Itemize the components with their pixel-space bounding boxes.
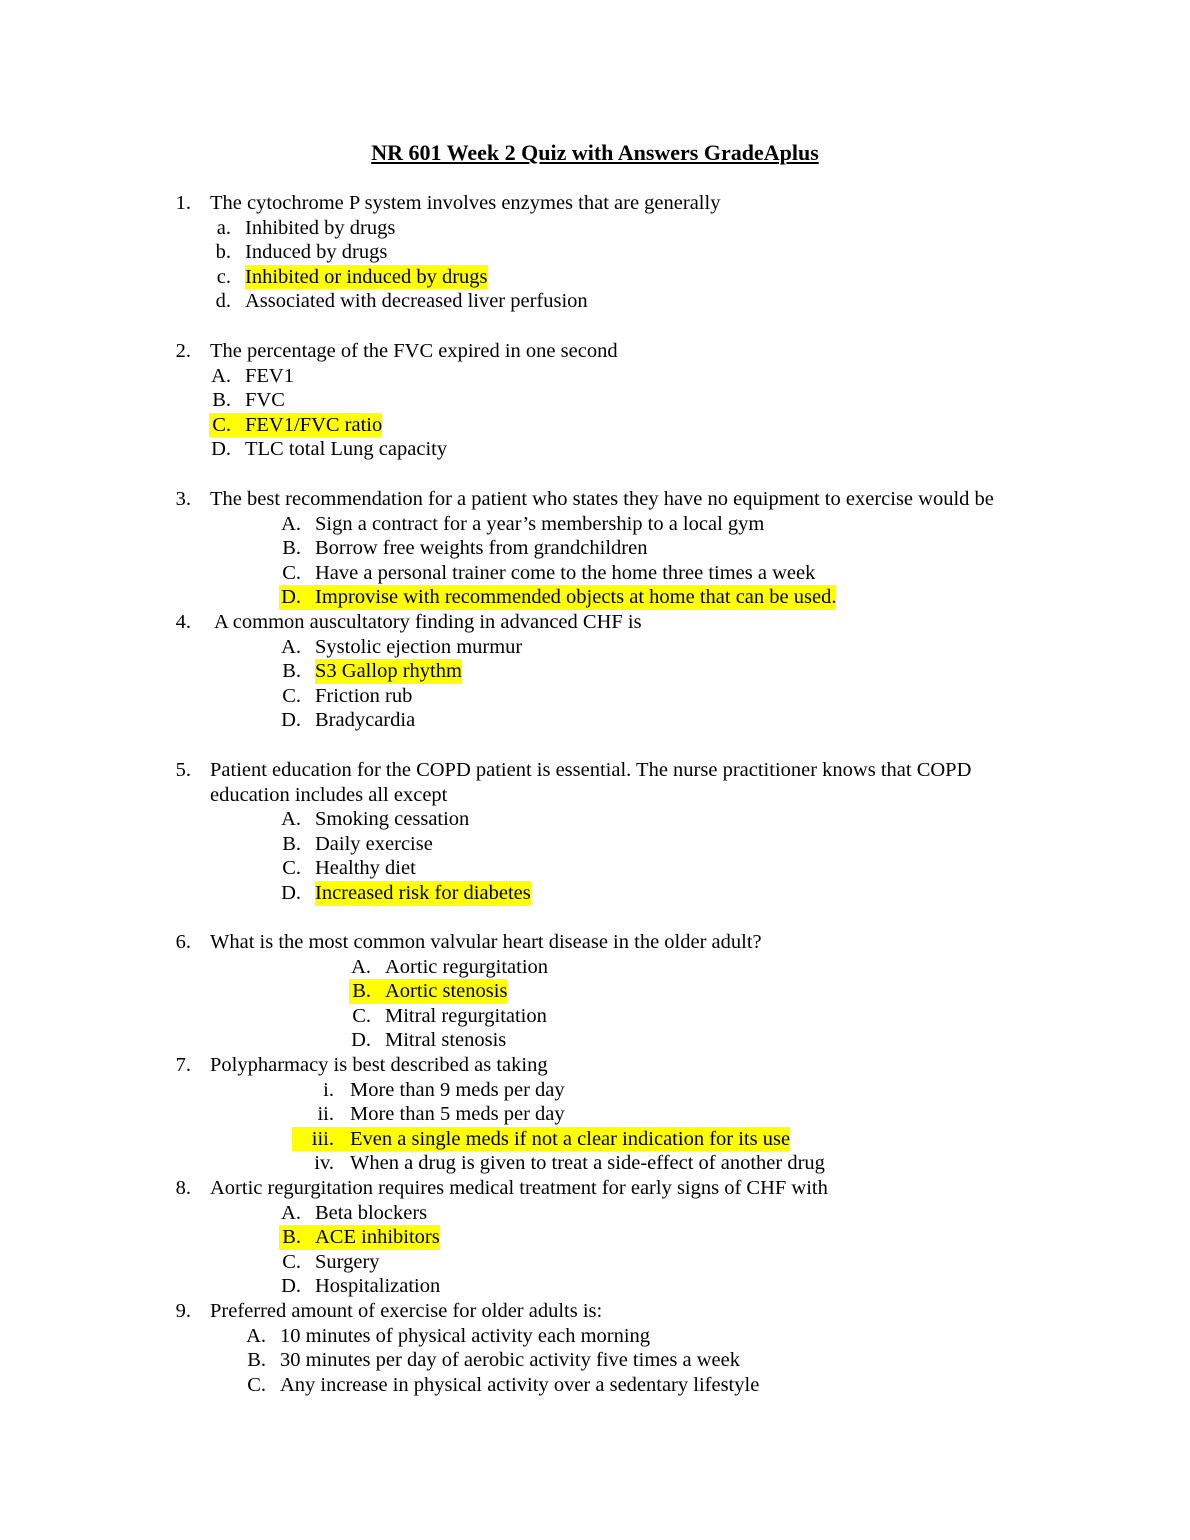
question-text: What is the most common valvular heart disease in the older adult? — [210, 931, 762, 953]
option-label: C. — [282, 857, 301, 880]
option-text: Bradycardia — [315, 709, 416, 732]
highlighted-answer-text: Inhibited or induced by drugs — [245, 265, 488, 288]
option-text: More than 9 meds per day — [350, 1078, 565, 1101]
option-label: B. — [247, 1349, 266, 1372]
option-text: FEV1 — [245, 364, 294, 387]
option-label: D. — [351, 1029, 371, 1052]
option-label: D. — [281, 586, 301, 609]
option-text: Smoking cessation — [315, 808, 470, 831]
highlighted-answer-text: FEV1/FVC ratio — [245, 413, 383, 436]
question-number: 9. — [175, 1300, 191, 1322]
question-text: The percentage of the FVC expired in one second — [210, 340, 618, 362]
option-text: Mitral stenosis — [385, 1029, 507, 1052]
option-label: C. — [282, 1250, 301, 1273]
option-text: Mitral regurgitation — [385, 1004, 547, 1027]
question-number: 4. — [175, 611, 191, 633]
option-text: Borrow free weights from grandchildren — [315, 537, 648, 560]
option-label: B. — [352, 980, 371, 1003]
highlighted-answer-text: ACE inhibitors — [315, 1226, 440, 1249]
question-text: A common auscultatory finding in advanced CHF is — [210, 611, 642, 633]
question-text: The cytochrome P system involves enzymes that are generally — [210, 192, 721, 214]
option-text: Inhibited by drugs — [245, 216, 396, 239]
option-text: Systolic ejection murmur — [315, 635, 523, 658]
option-label: A. — [281, 1201, 301, 1224]
option-label: b. — [215, 241, 231, 264]
option-label: C. — [282, 561, 301, 584]
option-text: Hospitalization — [315, 1275, 441, 1298]
question-text: Patient education for the COPD patient is essential. The nurse practitioner knows that COPD — [210, 759, 972, 781]
option-label: A. — [281, 808, 301, 831]
question-text: Preferred amount of exercise for older adults is: — [210, 1300, 603, 1322]
option-label: B. — [282, 537, 301, 560]
option-label: B. — [212, 389, 231, 412]
option-label: i. — [323, 1078, 334, 1101]
option-label: D. — [281, 1275, 301, 1298]
question-number: 2. — [175, 340, 191, 362]
option-text: 10 minutes of physical activity each morning — [280, 1324, 651, 1347]
option-label: a. — [216, 216, 231, 239]
option-label: B. — [282, 1226, 301, 1249]
option-text: Aortic regurgitation — [385, 955, 549, 978]
option-text: Any increase in physical activity over a sedentary lifestyle — [280, 1373, 760, 1396]
option-label: A. — [211, 364, 231, 387]
option-label: B. — [282, 660, 301, 683]
question-number: 8. — [175, 1177, 191, 1199]
option-label: C. — [352, 1004, 371, 1027]
highlighted-answer-text: S3 Gallop rhythm — [315, 660, 462, 683]
option-label: B. — [282, 832, 301, 855]
option-label: ii. — [317, 1103, 334, 1126]
option-label: A. — [281, 635, 301, 658]
question-number: 1. — [175, 192, 191, 214]
option-text: Friction rub — [315, 684, 413, 707]
question-text: Aortic regurgitation requires medical treatment for early signs of CHF with — [210, 1177, 828, 1199]
option-label: A. — [351, 955, 371, 978]
option-text: Surgery — [315, 1250, 380, 1273]
option-label: c. — [216, 265, 231, 288]
document-title: NR 601 Week 2 Quiz with Answers GradeAplus — [371, 140, 819, 165]
question-number: 3. — [175, 488, 191, 510]
option-label: D. — [211, 438, 231, 461]
option-text: When a drug is given to treat a side-effect of another drug — [350, 1152, 825, 1175]
option-label: iii. — [311, 1127, 334, 1150]
option-text: Sign a contract for a year’s membership to a local gym — [315, 512, 765, 535]
highlighted-answer-text: Improvise with recommended objects at home that can be used. — [315, 586, 837, 609]
question-text: Polypharmacy is best described as taking — [210, 1054, 548, 1076]
highlighted-answer-text: Aortic stenosis — [385, 980, 508, 1003]
option-label: C. — [282, 684, 301, 707]
option-text: Have a personal trainer come to the home three times a week — [315, 561, 816, 584]
question-text-continued: education includes all except — [210, 783, 448, 806]
option-label: d. — [215, 290, 231, 313]
highlighted-answer-text: Increased risk for diabetes — [315, 882, 531, 904]
option-text: Beta blockers — [315, 1201, 428, 1224]
option-text: FVC — [245, 389, 285, 412]
option-text: More than 5 meds per day — [350, 1103, 565, 1126]
question-text: The best recommendation for a patient who states they have no equipment to exercise would be — [210, 488, 994, 510]
question-number: 5. — [175, 759, 191, 781]
option-label: A. — [281, 512, 301, 535]
option-text: Induced by drugs — [245, 241, 388, 264]
option-text: Healthy diet — [315, 857, 416, 880]
option-label: C. — [212, 413, 231, 436]
option-text: TLC total Lung capacity — [245, 438, 448, 461]
question-number: 7. — [175, 1054, 191, 1076]
option-label: iv. — [314, 1152, 334, 1175]
option-text: Associated with decreased liver perfusion — [245, 290, 588, 313]
option-text: Daily exercise — [315, 832, 433, 855]
option-label: D. — [281, 709, 301, 732]
option-label: A. — [246, 1324, 266, 1347]
highlighted-answer-text: Even a single meds if not a clear indication for its use — [350, 1127, 791, 1150]
option-label: C. — [247, 1373, 266, 1396]
option-label: D. — [281, 882, 301, 904]
option-text: 30 minutes per day of aerobic activity five times a week — [280, 1349, 740, 1372]
question-number: 6. — [175, 931, 191, 953]
